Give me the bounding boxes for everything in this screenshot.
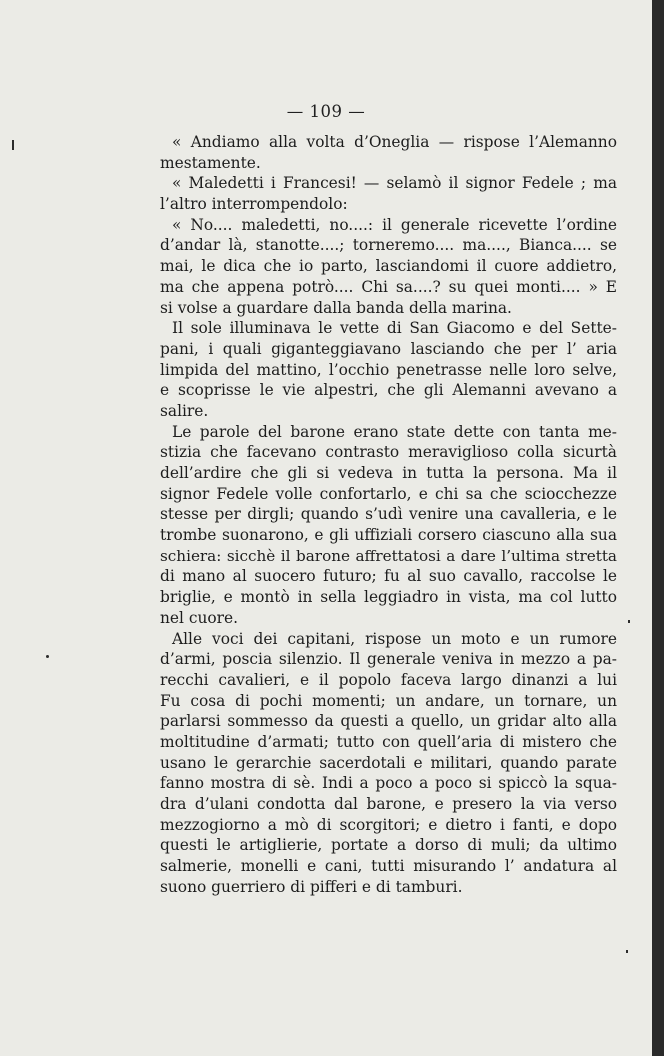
text-line: Fu cosa di pochi momenti; un andare, un tornare, un xyxy=(160,691,617,710)
text-line: trombe suonarono, e gli uffiziali corsero ciascuno alla sua xyxy=(160,526,617,545)
text-line: recchi cavalieri, e il popolo faceva largo dinanzi a lui xyxy=(160,670,617,689)
page-edge-shadow xyxy=(652,0,664,1056)
text-line: « Andiamo alla volta d’Oneglia — rispose l’Alemanno xyxy=(172,133,617,151)
text-line: e scoprisse le vie alpestri, che gli Alemanni avevano a xyxy=(160,381,617,400)
text-line: ma che appena potrò.... Chi sa....? su quei monti.... » E xyxy=(160,277,617,296)
text-line: suono guerriero di pifferi e di tamburi. xyxy=(160,877,463,896)
text-line: mestamente. xyxy=(160,153,261,172)
text-line: l’altro interrompendolo: xyxy=(160,195,348,214)
text-line: Il sole illuminava le vette di San Giacomo e del Sette- xyxy=(172,319,617,338)
text-line: pani, i quali giganteggiavano lasciando che per l’ aria xyxy=(160,339,617,358)
text-line: limpida del mattino, l’occhio penetrasse nelle loro selve, xyxy=(160,360,617,379)
text-line: salmerie, monelli e cani, tutti misurando l’ andatura al xyxy=(160,857,617,876)
text-line: si volse a guardare dalla banda della marina. xyxy=(160,298,512,317)
text-line: fanno mostra di sè. Indi a poco a poco si spiccò la squa- xyxy=(160,774,617,793)
ink-dot xyxy=(628,620,630,623)
text-line: signor Fedele volle confortarlo, e chi sa che sciocchezze xyxy=(160,484,617,503)
text-line: mezzogiorno a mò di scorgitori; e dietro i fanti, e dopo xyxy=(160,815,617,834)
page-number: — 109 — xyxy=(286,102,366,121)
text-line: questi le artiglierie, portate a dorso di muli; da ultimo xyxy=(160,836,617,855)
text-line: stizia che facevano contrasto meraviglioso colla sicurtà xyxy=(160,443,617,462)
text-line: dell’ardire che gli si vedeva in tutta la persona. Ma il xyxy=(160,464,617,482)
body-text xyxy=(160,132,617,897)
text-line: nel cuore. xyxy=(160,608,238,627)
text-line: salire. xyxy=(160,401,209,420)
text-line: usano le gerarchie sacerdotali e militari, quando parate xyxy=(160,753,617,772)
text-line: mai, le dica che io parto, lasciandomi il cuore addietro, xyxy=(160,257,617,276)
text-line: dra d’ulani condotta dal barone, e presero la via verso xyxy=(160,795,617,813)
text-line: di mano al suocero futuro; fu al suo cavallo, raccolse le xyxy=(160,567,617,586)
text-line: moltitudine d’armati; tutto con quell’aria di mistero che xyxy=(160,732,617,751)
text-line: d’andar là, stanotte....; torneremo.... ma...., Bianca.... se xyxy=(160,236,617,255)
text-line: briglie, e montò in sella leggiadro in vista, ma col lutto xyxy=(160,588,617,607)
text-line: « Maledetti i Francesi! — selamò il signor Fedele ; ma xyxy=(172,174,617,193)
text-line: d’armi, poscia silenzio. Il generale veniva in mezzo a pa- xyxy=(160,650,617,669)
text-line: « No.... maledetti, no....: il generale ricevette l’ordine xyxy=(172,215,617,234)
margin-mark xyxy=(12,140,14,150)
ink-dot xyxy=(46,655,49,658)
text-line: stesse per dirgli; quando s’udì venire una cavalleria, e le xyxy=(160,505,617,524)
text-line: Alle voci dei capitani, rispose un moto e un rumore xyxy=(172,629,617,648)
text-line: parlarsi sommesso da questi a quello, un gridar alto alla xyxy=(160,712,617,731)
ink-dot xyxy=(626,950,628,953)
text-line: Le parole del barone erano state dette con tanta me- xyxy=(172,422,617,441)
text-line: schiera: sicchè il barone affrettatosi a dare l’ultima stretta xyxy=(160,546,617,565)
